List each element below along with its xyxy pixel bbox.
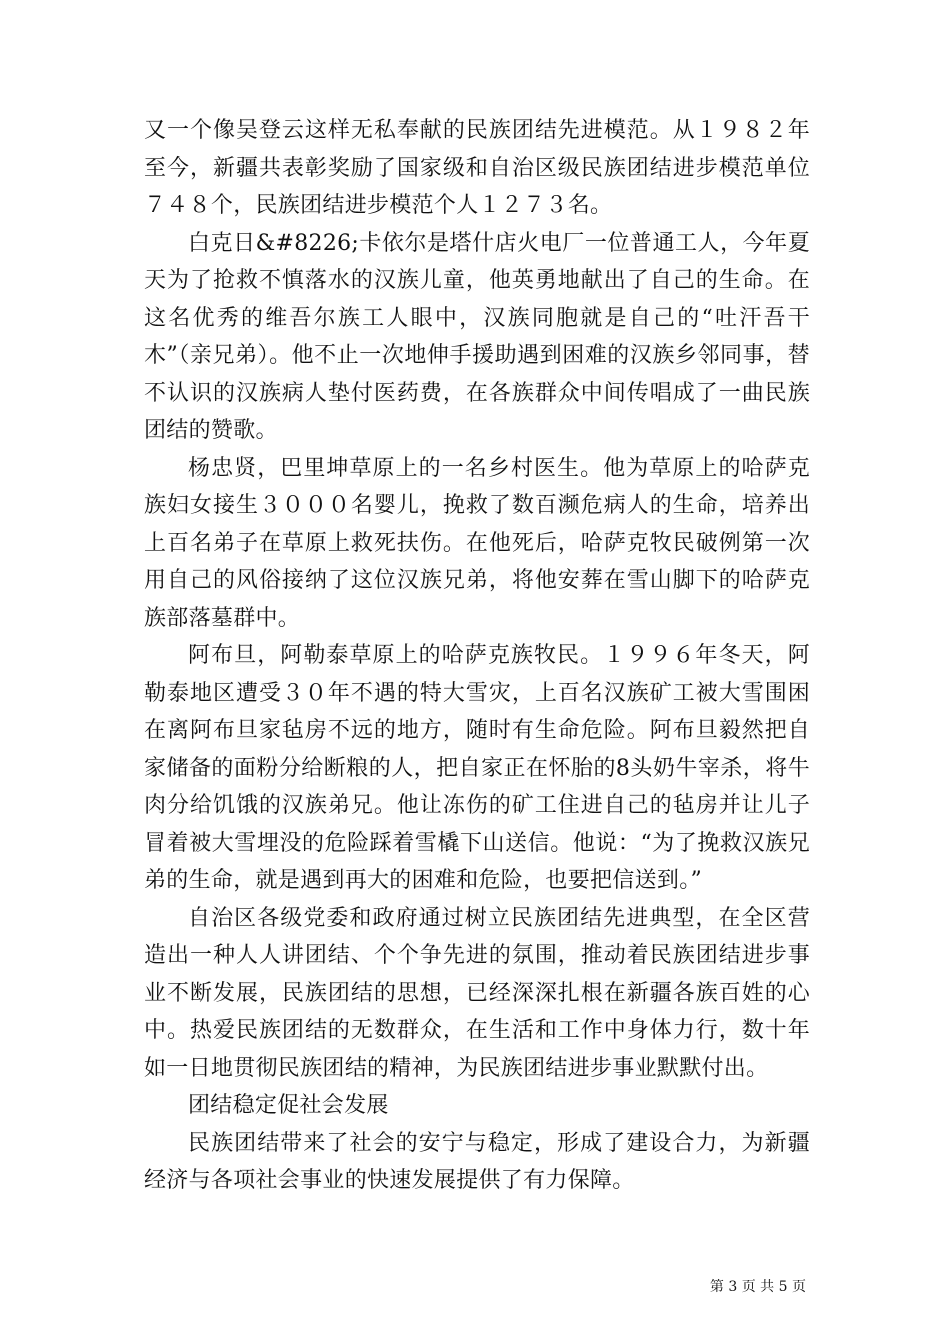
paragraph-yangzhongxian: 杨忠贤，巴里坤草原上的一名乡村医生。他为草原上的哈萨克族妇女接生３０００名婴儿，挽救了数百濒危病人的生命，培养出上百名弟子在草原上救死扶伤。在他死后，哈萨克牧民破例第一次用自己的风俗接纳了这位汉族兄弟，将他安葬在雪山脚下的哈萨克族部落墓群中。 [144,455,810,631]
document-body [144,112,810,1200]
section-heading: 团结稳定促社会发展 [188,1093,389,1118]
paragraph-abudan: 阿布旦，阿勒泰草原上的哈萨克族牧民。１９９６年冬天，阿勒泰地区遭受３０年不遇的特大雪灾，上百名汉族矿工被大雪围困在离阿布旦家毡房不远的地方，随时有生命危险。阿布旦毅然把自家储备的面粉分给断粮的人，把自家正在怀胎的8头奶牛宰杀，将牛肉分给饥饿的汉族弟兄。他让冻伤的矿工住进自己的毡房并让儿子冒着被大雪埋没的危险踩着雪橇下山送信。他说：“为了挽救汉族兄弟的生命，就是遇到再大的困难和危险，也要把信送到。” [144,643,810,893]
paragraph-baikeri: 白克日&#8226;卡依尔是塔什店火电厂一位普通工人，今年夏天为了抢救不慎落水的汉族儿童，他英勇地献出了自己的生命。在这名优秀的维吾尔族工人眼中，汉族同胞就是自己的“吐汗吾干木”（亲兄弟）。他不止一次地伸手援助遇到困难的汉族乡邻同事，替不认识的汉族病人垫付医药费，在各族群众中间传唱成了一曲民族团结的赞歌。 [144,230,810,443]
paragraph-party-committee: 自治区各级党委和政府通过树立民族团结先进典型，在全区营造出一种人人讲团结、个个争先进的氛围，推动着民族团结进步事业不断发展，民族团结的思想，已经深深扎根在新疆各族百姓的心中。热爱民族团结的无数群众，在生活和工作中身体力行，数十年如一日地贯彻民族团结的精神，为民族团结进步事业默默付出。 [144,905,810,1081]
paragraph-closing: 民族团结带来了社会的安宁与稳定，形成了建设合力，为新疆经济与各项社会事业的快速发展提供了有力保障。 [144,1130,810,1193]
page-number: 第 3 页 共 5 页 [709,1279,806,1295]
paragraph-continuation: 又一个像吴登云这样无私奉献的民族团结先进模范。从１９８２年至今，新疆共表彰奖励了国家级和自治区级民族团结进步模范单位７４８个，民族团结进步模范个人１２７３名。 [144,118,810,218]
